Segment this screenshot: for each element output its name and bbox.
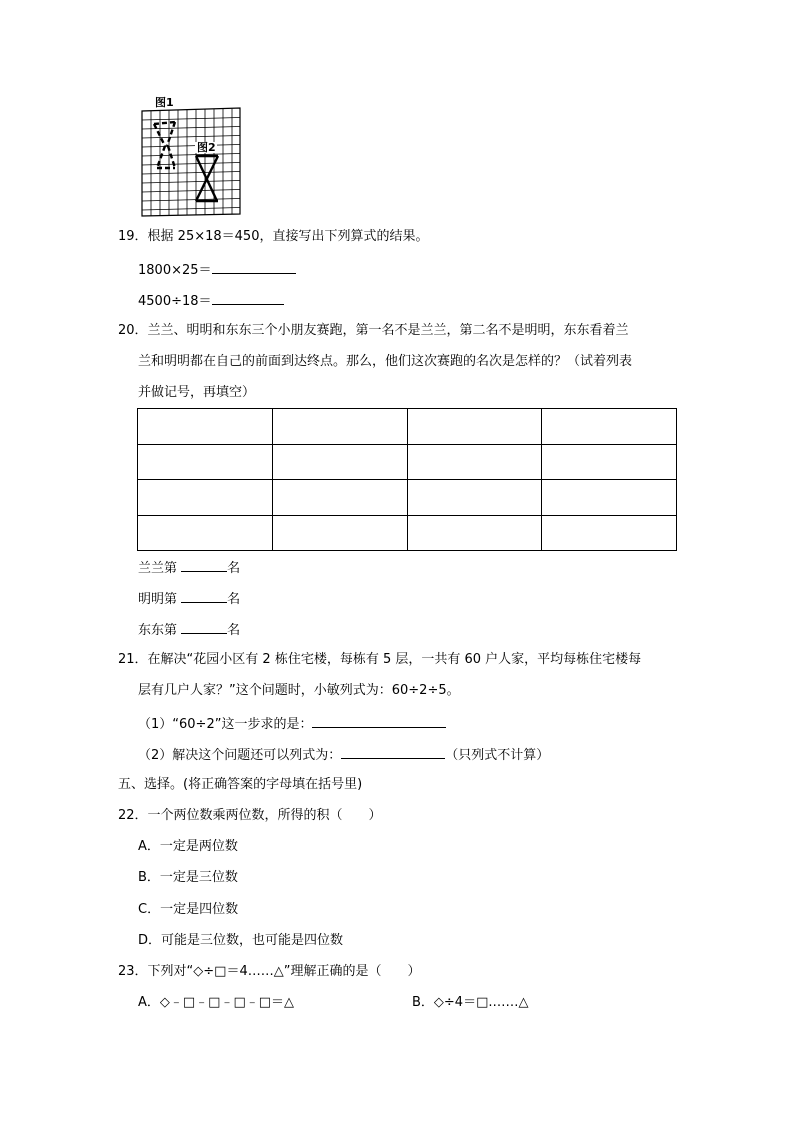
rank-prefix: 第 [164, 561, 178, 576]
q19-line1 [138, 261, 296, 279]
q23-stem: 23．下列对“◇÷□＝4……△”理解正确的是（ ） [118, 964, 421, 979]
table-row [138, 515, 677, 551]
q22-option-a[interactable]: A．一定是两位数 [138, 839, 238, 854]
figure-label-1: 图1 [155, 96, 174, 109]
table-row [138, 409, 677, 445]
rank-name: 兰兰 [138, 561, 165, 576]
q21-sub1 [138, 715, 446, 733]
table-cell[interactable] [272, 515, 407, 551]
q21-sub1-text: （1）“60÷2”这一步求的是： [138, 717, 313, 732]
table-cell[interactable] [407, 480, 542, 516]
q20-rank-lanlan [138, 559, 240, 577]
q21-sub1-blank[interactable] [312, 715, 446, 728]
rank-blank-mingming[interactable] [181, 590, 227, 603]
q22-option-c[interactable]: C．一定是四位数 [138, 902, 239, 917]
rank-name: 东东 [138, 623, 165, 638]
q22-stem: 22．一个两位数乘两位数，所得的积（ ） [118, 808, 382, 823]
q21-stem-line2: 层有几户人家？”这个问题时，小敏列式为：60÷2÷5。 [138, 683, 460, 698]
q20-stem-line3: 并做记号，再填空） [138, 385, 256, 400]
table-cell[interactable] [272, 444, 407, 480]
rank-name: 明明 [138, 592, 165, 607]
rank-prefix: 第 [164, 623, 178, 638]
rank-suffix: 名 [227, 623, 241, 638]
table-cell[interactable] [407, 515, 542, 551]
q21-sub2-note: （只列式不计算） [445, 748, 550, 763]
rank-suffix: 名 [227, 561, 241, 576]
table-cell[interactable] [138, 480, 273, 516]
table-cell[interactable] [542, 409, 677, 445]
table-cell[interactable] [542, 515, 677, 551]
q22-option-b[interactable]: B．一定是三位数 [138, 870, 238, 885]
rank-prefix: 第 [164, 592, 178, 607]
table-row [138, 480, 677, 516]
rank-blank-dongdong[interactable] [181, 621, 227, 634]
section5-heading: 五、选择。(将正确答案的字母填在括号里) [118, 777, 363, 792]
table-cell[interactable] [138, 515, 273, 551]
rank-blank-lanlan[interactable] [181, 559, 227, 572]
q23-option-b[interactable]: B．◇÷4＝□.……△ [412, 995, 529, 1010]
grid-figure [141, 98, 241, 218]
table-cell[interactable] [542, 444, 677, 480]
q22-option-d[interactable]: D．可能是三位数，也可能是四位数 [138, 933, 344, 948]
q19-expr1: 1800×25＝ [138, 263, 212, 278]
rank-suffix: 名 [227, 592, 241, 607]
q23-option-a[interactable]: A．◇﹣□﹣□﹣□﹣□＝△ [138, 995, 295, 1010]
table-cell[interactable] [272, 480, 407, 516]
q19-line2 [138, 292, 284, 310]
q20-rank-dongdong [138, 621, 240, 639]
q21-stem-line1: 21．在解决“花园小区有 2 栋住宅楼，每栋有 5 层，一共有 60 户人家，平均每栋住宅楼每 [118, 652, 642, 667]
table-cell[interactable] [272, 409, 407, 445]
table-cell[interactable] [138, 444, 273, 480]
q20-stem-line1: 20．兰兰、明明和东东三个小朋友赛跑，第一名不是兰兰，第二名不是明明，东东看着兰 [118, 323, 629, 338]
hourglass-shape [196, 156, 218, 201]
table-cell[interactable] [542, 480, 677, 516]
q21-sub2-text: （2）解决这个问题还可以列式为： [138, 748, 342, 763]
table-cell[interactable] [138, 409, 273, 445]
table-row [138, 444, 677, 480]
q21-sub2-blank[interactable] [341, 746, 445, 759]
q19-answer1-blank[interactable] [212, 261, 296, 274]
q19-stem: 19．根据 25×18＝450，直接写出下列算式的结果。 [118, 229, 429, 244]
q21-sub2 [138, 746, 549, 764]
grid-figure-svg [141, 98, 241, 218]
q20-answer-table [137, 408, 677, 551]
table-cell[interactable] [407, 409, 542, 445]
q20-stem-line2: 兰和明明都在自己的前面到达终点。那么，他们这次赛跑的名次是怎样的？（试着列表 [138, 354, 633, 369]
q20-rank-mingming [138, 590, 240, 608]
q19-expr2: 4500÷18＝ [138, 294, 212, 309]
figure-label-2: 图2 [197, 141, 216, 154]
table-cell[interactable] [407, 444, 542, 480]
q19-answer2-blank[interactable] [212, 292, 284, 305]
